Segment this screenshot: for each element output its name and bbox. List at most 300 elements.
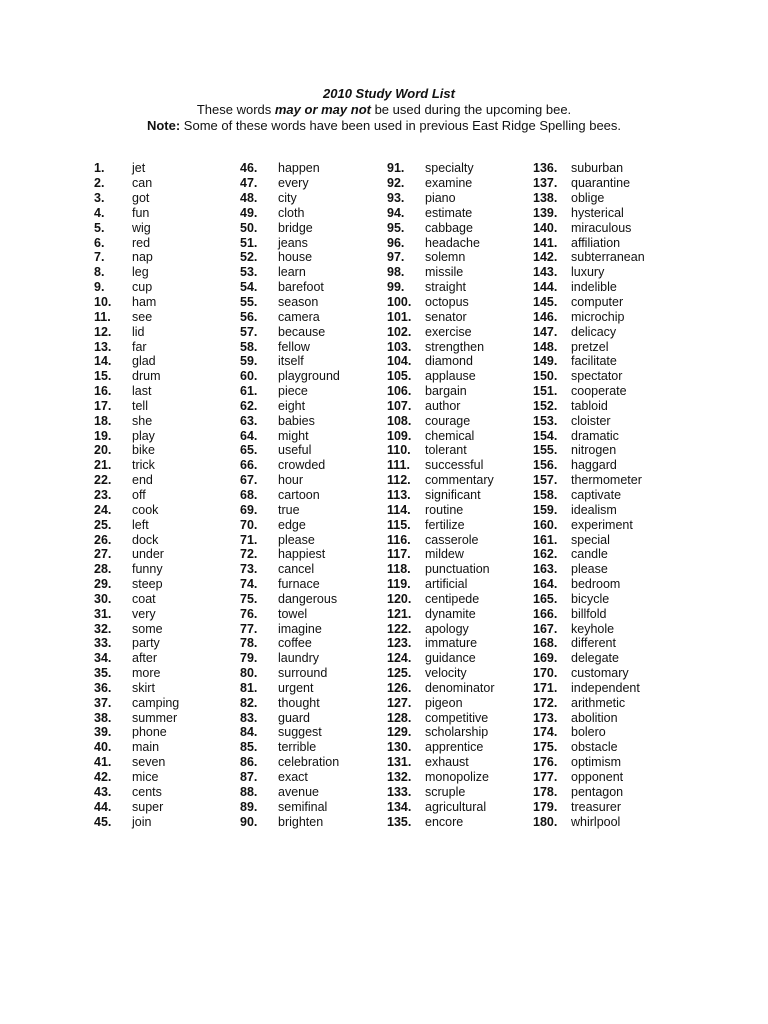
entry-word: arithmetic bbox=[571, 695, 626, 710]
word-entry bbox=[240, 161, 390, 176]
entry-number: 36. bbox=[94, 680, 112, 695]
word-entry bbox=[387, 176, 537, 191]
word-entry bbox=[240, 339, 390, 354]
word-entry bbox=[387, 443, 537, 458]
entry-word: captivate bbox=[571, 487, 622, 502]
entry-word: hysterical bbox=[571, 205, 624, 220]
word-entry bbox=[533, 755, 683, 770]
entry-word: every bbox=[278, 176, 309, 191]
word-entry bbox=[387, 235, 537, 250]
entry-number: 149. bbox=[533, 354, 558, 369]
entry-number: 167. bbox=[533, 621, 558, 636]
word-entry bbox=[387, 814, 537, 829]
entry-word: courage bbox=[425, 413, 471, 428]
entry-word: dock bbox=[132, 532, 159, 547]
entry-number: 62. bbox=[240, 398, 258, 413]
word-entry bbox=[240, 814, 390, 829]
word-entry bbox=[240, 784, 390, 799]
entry-word: cloister bbox=[571, 413, 611, 428]
entry-number: 150. bbox=[533, 369, 558, 384]
entry-number: 49. bbox=[240, 205, 258, 220]
entry-word: true bbox=[278, 502, 300, 517]
word-entry bbox=[533, 473, 683, 488]
entry-number: 21. bbox=[94, 458, 112, 473]
entry-number: 114. bbox=[387, 502, 411, 517]
entry-word: miraculous bbox=[571, 220, 632, 235]
word-entry bbox=[240, 488, 390, 503]
entry-number: 174. bbox=[533, 725, 558, 740]
word-entry bbox=[240, 562, 390, 577]
entry-number: 13. bbox=[94, 339, 112, 354]
entry-number: 35. bbox=[94, 666, 112, 681]
entry-number: 34. bbox=[94, 651, 112, 666]
entry-word: join bbox=[132, 814, 152, 829]
entry-word: cancel bbox=[278, 562, 315, 577]
entry-word: jet bbox=[132, 161, 146, 176]
entry-number: 12. bbox=[94, 324, 112, 339]
entry-word: quarantine bbox=[571, 176, 631, 191]
entry-word: wig bbox=[132, 220, 151, 235]
word-entry bbox=[94, 532, 244, 547]
word-entry bbox=[387, 295, 537, 310]
word-entry bbox=[240, 324, 390, 339]
entry-word: cabbage bbox=[425, 220, 473, 235]
word-entry bbox=[533, 814, 683, 829]
entry-number: 100. bbox=[387, 295, 412, 310]
entry-number: 87. bbox=[240, 770, 258, 785]
entry-word: learn bbox=[278, 265, 306, 280]
word-list bbox=[0, 161, 768, 841]
word-entry bbox=[533, 770, 683, 785]
word-entry bbox=[94, 577, 244, 592]
entry-word: fun bbox=[132, 205, 150, 220]
entry-number: 148. bbox=[533, 339, 558, 354]
word-entry bbox=[94, 384, 244, 399]
entry-word: author bbox=[425, 398, 461, 413]
entry-number: 11. bbox=[94, 309, 111, 324]
word-entry bbox=[240, 621, 390, 636]
entry-word: mice bbox=[132, 770, 159, 785]
entry-number: 116. bbox=[387, 532, 411, 547]
page-title: 2010 Study Word List bbox=[323, 86, 455, 101]
word-entry bbox=[387, 755, 537, 770]
entry-word: routine bbox=[425, 502, 464, 517]
entry-number: 152. bbox=[533, 398, 558, 413]
entry-number: 123. bbox=[387, 636, 412, 651]
word-entry bbox=[387, 770, 537, 785]
entry-word: she bbox=[132, 413, 153, 428]
entry-word: cook bbox=[132, 502, 159, 517]
entry-number: 109. bbox=[387, 428, 412, 443]
entry-number: 5. bbox=[94, 220, 105, 235]
word-entry bbox=[533, 547, 683, 562]
entry-number: 19. bbox=[94, 428, 112, 443]
word-entry bbox=[387, 562, 537, 577]
entry-number: 107. bbox=[387, 398, 412, 413]
entry-number: 60. bbox=[240, 369, 258, 384]
entry-number: 48. bbox=[240, 191, 258, 206]
entry-word: significant bbox=[425, 487, 481, 502]
word-entry bbox=[94, 369, 244, 384]
word-entry bbox=[533, 591, 683, 606]
entry-word: spectator bbox=[571, 369, 623, 384]
entry-word: cup bbox=[132, 280, 153, 295]
word-entry bbox=[94, 710, 244, 725]
word-entry bbox=[240, 666, 390, 681]
word-entry bbox=[533, 250, 683, 265]
entry-number: 56. bbox=[240, 309, 258, 324]
entry-word: indelible bbox=[571, 280, 617, 295]
entry-word: got bbox=[132, 191, 150, 206]
entry-word: edge bbox=[278, 517, 306, 532]
word-entry bbox=[94, 458, 244, 473]
word-entry bbox=[387, 591, 537, 606]
word-entry bbox=[533, 339, 683, 354]
entry-word: camera bbox=[278, 309, 320, 324]
entry-number: 137. bbox=[533, 176, 558, 191]
entry-number: 58. bbox=[240, 339, 258, 354]
entry-number: 117. bbox=[387, 547, 411, 562]
entry-number: 64. bbox=[240, 428, 258, 443]
word-entry bbox=[240, 428, 390, 443]
entry-word: bike bbox=[132, 443, 155, 458]
word-entry bbox=[94, 606, 244, 621]
entry-word: competitive bbox=[425, 710, 489, 725]
word-entry bbox=[533, 651, 683, 666]
entry-number: 121. bbox=[387, 606, 412, 621]
entry-number: 151. bbox=[533, 384, 558, 399]
word-entry bbox=[94, 695, 244, 710]
entry-number: 162. bbox=[533, 547, 558, 562]
word-entry bbox=[94, 651, 244, 666]
entry-number: 129. bbox=[387, 725, 412, 740]
entry-word: tabloid bbox=[571, 398, 608, 413]
word-entry bbox=[533, 399, 683, 414]
word-entry bbox=[533, 354, 683, 369]
word-entry bbox=[387, 799, 537, 814]
entry-word: after bbox=[132, 651, 158, 666]
word-entry bbox=[94, 354, 244, 369]
entry-number: 28. bbox=[94, 562, 112, 577]
entry-number: 53. bbox=[240, 265, 258, 280]
entry-word: pigeon bbox=[425, 695, 463, 710]
entry-word: guard bbox=[278, 710, 310, 725]
word-entry bbox=[240, 755, 390, 770]
entry-number: 126. bbox=[387, 680, 412, 695]
entry-word: keyhole bbox=[571, 621, 615, 636]
word-entry bbox=[240, 725, 390, 740]
entry-number: 65. bbox=[240, 443, 258, 458]
entry-number: 168. bbox=[533, 636, 558, 651]
word-entry bbox=[387, 473, 537, 488]
entry-word: billfold bbox=[571, 606, 607, 621]
entry-number: 164. bbox=[533, 577, 558, 592]
entry-word: hour bbox=[278, 473, 304, 488]
entry-word: candle bbox=[571, 547, 608, 562]
word-entry bbox=[387, 710, 537, 725]
entry-word: treasurer bbox=[571, 799, 622, 814]
subtitle-end: be used during the upcoming bee. bbox=[370, 102, 572, 117]
entry-word: lid bbox=[132, 324, 145, 339]
entry-word: season bbox=[278, 295, 319, 310]
document-header bbox=[0, 86, 768, 134]
entry-number: 111. bbox=[387, 458, 410, 473]
subtitle-start: These words bbox=[196, 102, 275, 117]
word-entry bbox=[94, 740, 244, 755]
word-entry bbox=[240, 295, 390, 310]
entry-number: 175. bbox=[533, 740, 558, 755]
entry-word: more bbox=[132, 666, 161, 681]
word-entry bbox=[387, 354, 537, 369]
entry-number: 170. bbox=[533, 666, 558, 681]
entry-word: urgent bbox=[278, 680, 314, 695]
entry-number: 122. bbox=[387, 621, 412, 636]
entry-word: opponent bbox=[571, 770, 624, 785]
entry-number: 10. bbox=[94, 295, 112, 310]
entry-word: barefoot bbox=[278, 280, 324, 295]
entry-number: 81. bbox=[240, 680, 258, 695]
entry-word: because bbox=[278, 324, 326, 339]
entry-word: monopolize bbox=[425, 770, 489, 785]
word-entry bbox=[533, 295, 683, 310]
entry-word: exact bbox=[278, 770, 308, 785]
entry-word: customary bbox=[571, 666, 629, 681]
entry-word: subterranean bbox=[571, 250, 645, 265]
entry-number: 140. bbox=[533, 220, 558, 235]
word-entry bbox=[387, 399, 537, 414]
entry-number: 54. bbox=[240, 280, 258, 295]
entry-number: 110. bbox=[387, 443, 411, 458]
word-entry bbox=[240, 220, 390, 235]
word-entry bbox=[94, 250, 244, 265]
entry-number: 143. bbox=[533, 265, 558, 280]
entry-word: delegate bbox=[571, 651, 619, 666]
entry-word: agricultural bbox=[425, 799, 487, 814]
word-entry bbox=[387, 488, 537, 503]
word-entry bbox=[533, 532, 683, 547]
entry-word: immature bbox=[425, 636, 478, 651]
word-entry bbox=[533, 191, 683, 206]
word-entry bbox=[387, 784, 537, 799]
word-entry bbox=[387, 577, 537, 592]
entry-word: suggest bbox=[278, 725, 322, 740]
entry-number: 83. bbox=[240, 710, 258, 725]
entry-word: imagine bbox=[278, 621, 322, 636]
word-entry bbox=[533, 413, 683, 428]
word-entry bbox=[533, 799, 683, 814]
entry-word: phone bbox=[132, 725, 167, 740]
entry-number: 84. bbox=[240, 725, 258, 740]
entry-word: see bbox=[132, 309, 153, 324]
entry-word: nitrogen bbox=[571, 443, 617, 458]
entry-word: headache bbox=[425, 235, 480, 250]
entry-number: 177. bbox=[533, 770, 558, 785]
entry-number: 96. bbox=[387, 235, 405, 250]
entry-word: affiliation bbox=[571, 235, 621, 250]
word-entry bbox=[240, 606, 390, 621]
word-entry bbox=[533, 280, 683, 295]
entry-number: 15. bbox=[94, 369, 112, 384]
entry-word: missile bbox=[425, 265, 464, 280]
entry-number: 33. bbox=[94, 636, 112, 651]
entry-number: 99. bbox=[387, 280, 405, 295]
entry-word: apology bbox=[425, 621, 469, 636]
entry-word: cents bbox=[132, 784, 162, 799]
entry-word: dangerous bbox=[278, 591, 338, 606]
entry-number: 125. bbox=[387, 666, 412, 681]
word-entry bbox=[240, 695, 390, 710]
entry-word: far bbox=[132, 339, 147, 354]
entry-word: straight bbox=[425, 280, 466, 295]
word-entry bbox=[533, 488, 683, 503]
entry-number: 98. bbox=[387, 265, 405, 280]
entry-word: glad bbox=[132, 354, 156, 369]
word-entry bbox=[240, 443, 390, 458]
word-entry bbox=[387, 621, 537, 636]
word-entry bbox=[240, 191, 390, 206]
entry-number: 85. bbox=[240, 740, 258, 755]
word-entry bbox=[240, 265, 390, 280]
entry-word: piano bbox=[425, 191, 456, 206]
entry-number: 160. bbox=[533, 517, 558, 532]
entry-number: 113. bbox=[387, 487, 411, 502]
word-entry bbox=[387, 280, 537, 295]
entry-word: bedroom bbox=[571, 577, 621, 592]
word-entry bbox=[94, 517, 244, 532]
word-entry bbox=[94, 502, 244, 517]
entry-number: 69. bbox=[240, 502, 258, 517]
entry-number: 88. bbox=[240, 784, 258, 799]
entry-word: red bbox=[132, 235, 151, 250]
word-entry bbox=[94, 399, 244, 414]
subtitle bbox=[0, 102, 768, 118]
entry-word: dramatic bbox=[571, 428, 619, 443]
entry-word: please bbox=[571, 562, 608, 577]
word-entry bbox=[94, 755, 244, 770]
entry-number: 75. bbox=[240, 591, 258, 606]
word-entry bbox=[387, 502, 537, 517]
word-entry bbox=[94, 666, 244, 681]
entry-word: facilitate bbox=[571, 354, 617, 369]
entry-number: 142. bbox=[533, 250, 558, 265]
entry-word: very bbox=[132, 606, 156, 621]
entry-word: experiment bbox=[571, 517, 633, 532]
entry-number: 146. bbox=[533, 309, 558, 324]
entry-word: punctuation bbox=[425, 562, 490, 577]
entry-word: examine bbox=[425, 176, 473, 191]
entry-number: 134. bbox=[387, 799, 412, 814]
word-entry bbox=[94, 770, 244, 785]
entry-number: 179. bbox=[533, 799, 558, 814]
entry-word: coffee bbox=[278, 636, 312, 651]
word-entry bbox=[387, 220, 537, 235]
entry-word: suburban bbox=[571, 161, 624, 176]
word-entry bbox=[387, 206, 537, 221]
word-entry bbox=[94, 621, 244, 636]
entry-number: 26. bbox=[94, 532, 112, 547]
entry-number: 130. bbox=[387, 740, 412, 755]
word-entry bbox=[240, 577, 390, 592]
word-entry bbox=[387, 606, 537, 621]
entry-word: luxury bbox=[571, 265, 605, 280]
entry-word: house bbox=[278, 250, 313, 265]
entry-number: 159. bbox=[533, 502, 558, 517]
entry-number: 39. bbox=[94, 725, 112, 740]
word-column-3 bbox=[387, 161, 537, 829]
entry-word: itself bbox=[278, 354, 304, 369]
word-entry bbox=[387, 517, 537, 532]
entry-number: 14. bbox=[94, 354, 112, 369]
entry-number: 118. bbox=[387, 562, 411, 577]
word-entry bbox=[240, 591, 390, 606]
entry-number: 180. bbox=[533, 814, 558, 829]
entry-word: tell bbox=[132, 398, 148, 413]
entry-word: fellow bbox=[278, 339, 310, 354]
entry-number: 61. bbox=[240, 384, 258, 399]
word-entry bbox=[533, 577, 683, 592]
entry-number: 165. bbox=[533, 591, 558, 606]
word-entry bbox=[94, 206, 244, 221]
entry-number: 20. bbox=[94, 443, 112, 458]
entry-number: 178. bbox=[533, 784, 558, 799]
entry-word: successful bbox=[425, 458, 484, 473]
word-column-1 bbox=[94, 161, 244, 829]
entry-word: optimism bbox=[571, 755, 622, 770]
word-entry bbox=[387, 369, 537, 384]
entry-word: end bbox=[132, 473, 153, 488]
entry-word: fertilize bbox=[425, 517, 465, 532]
word-entry bbox=[94, 191, 244, 206]
entry-word: left bbox=[132, 517, 149, 532]
entry-word: crowded bbox=[278, 458, 326, 473]
entry-number: 57. bbox=[240, 324, 258, 339]
entry-word: bridge bbox=[278, 220, 313, 235]
note-label: Note: bbox=[146, 118, 181, 133]
entry-word: laundry bbox=[278, 651, 319, 666]
entry-number: 91. bbox=[387, 161, 405, 176]
entry-number: 32. bbox=[94, 621, 112, 636]
entry-word: some bbox=[132, 621, 163, 636]
entry-number: 16. bbox=[94, 384, 112, 399]
entry-number: 25. bbox=[94, 517, 112, 532]
entry-number: 24. bbox=[94, 502, 112, 517]
word-entry bbox=[533, 666, 683, 681]
entry-word: semifinal bbox=[278, 799, 328, 814]
entry-number: 136. bbox=[533, 161, 558, 176]
entry-number: 63. bbox=[240, 413, 258, 428]
word-entry bbox=[94, 473, 244, 488]
entry-number: 18. bbox=[94, 413, 112, 428]
word-entry bbox=[240, 384, 390, 399]
entry-number: 120. bbox=[387, 591, 412, 606]
entry-number: 145. bbox=[533, 295, 558, 310]
word-entry bbox=[387, 191, 537, 206]
word-entry bbox=[240, 369, 390, 384]
word-entry bbox=[94, 814, 244, 829]
entry-word: delicacy bbox=[571, 324, 617, 339]
entry-number: 163. bbox=[533, 562, 558, 577]
word-entry bbox=[240, 740, 390, 755]
entry-number: 106. bbox=[387, 384, 412, 399]
entry-number: 101. bbox=[387, 309, 412, 324]
entry-word: tolerant bbox=[425, 443, 467, 458]
word-entry bbox=[533, 695, 683, 710]
entry-number: 105. bbox=[387, 369, 412, 384]
word-entry bbox=[387, 666, 537, 681]
word-entry bbox=[387, 532, 537, 547]
entry-word: playground bbox=[278, 369, 340, 384]
entry-number: 139. bbox=[533, 205, 558, 220]
